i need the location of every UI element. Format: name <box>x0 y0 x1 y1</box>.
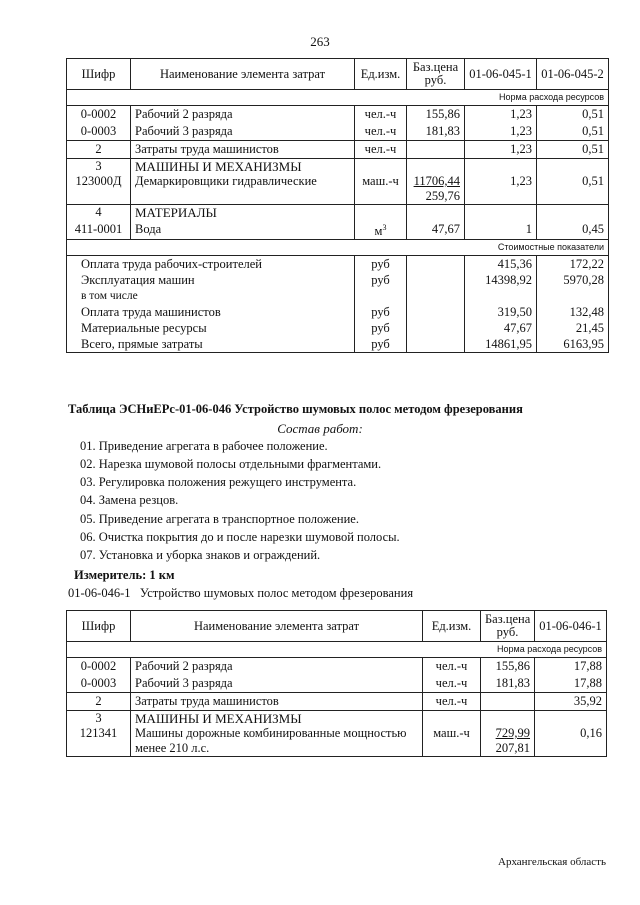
cell-unit: маш.-ч <box>355 174 407 205</box>
cell-code: 3 <box>67 711 131 727</box>
price-value: 11706,44 <box>413 174 460 188</box>
summary-value-2: 132,48 <box>537 304 609 320</box>
cell-value-2: 0,51 <box>537 106 609 124</box>
summary-value-2: 6163,95 <box>537 336 609 353</box>
cell-name: Затраты труда машинистов <box>131 693 423 711</box>
subheader-norms-row <box>67 642 607 658</box>
work-item: 06. Очистка покрытия до и после нарезки шумовой полосы. <box>80 530 400 544</box>
section-row-machines <box>67 711 607 727</box>
section-title: Таблица ЭСНиЕРс-01-06-046 Устройство шумовых полос методом фрезерования <box>68 402 523 416</box>
summary-label: Всего, прямые затраты <box>67 336 355 353</box>
cell-unit: чел.-ч <box>355 106 407 124</box>
summary-row <box>67 272 609 288</box>
subheader-norms: Норма расхода ресурсов <box>67 90 609 106</box>
table-row <box>67 141 609 159</box>
cell-code: 3 <box>67 159 131 175</box>
col-header-045-1: 01-06-045-1 <box>465 59 537 90</box>
cell-value-2: 0,51 <box>537 174 609 205</box>
col-header-code: Шифр <box>67 59 131 90</box>
cell-unit: маш.-ч <box>423 726 481 757</box>
col-header-name: Наименование элемента затрат <box>131 611 423 642</box>
col-header-045-2: 01-06-045-2 <box>537 59 609 90</box>
summary-unit: руб <box>355 304 407 320</box>
section-row-materials <box>67 205 609 221</box>
price-wage-value: 207,81 <box>495 741 530 755</box>
cell-empty <box>465 205 537 221</box>
work-item: 02. Нарезка шумовой полосы отдельными фрагментами. <box>80 457 382 471</box>
summary-label: Оплата труда машинистов <box>67 304 355 320</box>
summary-value-2: 21,45 <box>537 320 609 336</box>
cell-price <box>407 141 465 159</box>
cell-price: 155,86 <box>481 658 535 676</box>
cell-name: Рабочий 3 разряда <box>131 675 423 693</box>
work-item: 07. Установка и уборка знаков и ограждений. <box>80 548 321 562</box>
cell-price <box>481 693 535 711</box>
cell-price: 181,83 <box>481 675 535 693</box>
cell-code: 121341 <box>67 726 131 757</box>
cell-value-1: 1 <box>465 220 537 240</box>
cell-code: 0-0003 <box>67 123 131 141</box>
cell-value-1: 1,23 <box>465 123 537 141</box>
cell-empty <box>481 711 535 727</box>
table-row <box>67 726 607 757</box>
page-number: 263 <box>310 34 330 49</box>
cell-code: 123000Д <box>67 174 131 205</box>
footer-region: Архангельская область <box>498 856 606 868</box>
summary-label: в том числе <box>67 288 355 304</box>
cell-name: Рабочий 2 разряда <box>131 106 355 124</box>
cell-code: 0-0002 <box>67 106 131 124</box>
cell-code: 2 <box>67 693 131 711</box>
cell-price: 181,83 <box>407 123 465 141</box>
col-header-price: Баз.цена руб. <box>481 611 535 642</box>
unit-text: м <box>374 224 383 239</box>
cell-name: Рабочий 3 разряда <box>131 123 355 141</box>
summary-value-1: 47,67 <box>465 320 537 336</box>
summary-label: Эксплуатация машин <box>67 272 355 288</box>
col-header-name: Наименование элемента затрат <box>131 59 355 90</box>
subheader-costs-row <box>67 240 609 256</box>
cell-name: Рабочий 2 разряда <box>131 658 423 676</box>
summary-label: Оплата труда рабочих-строителей <box>67 256 355 273</box>
cell-unit: чел.-ч <box>355 123 407 141</box>
summary-value-1: 14398,92 <box>465 272 537 288</box>
resource-table-01-06-045 <box>66 58 609 353</box>
cell-value-1: 1,23 <box>465 141 537 159</box>
summary-unit <box>355 288 407 304</box>
cell-empty <box>407 205 465 221</box>
item-title: 01-06-046-1 Устройство шумовых полос методом фрезерования <box>68 586 414 600</box>
cell-empty <box>407 272 465 288</box>
cell-name: Вода <box>131 220 355 240</box>
table-row <box>67 220 609 240</box>
cell-value-1: 17,88 <box>535 675 607 693</box>
cell-name: Затраты труда машинистов <box>131 141 355 159</box>
cell-section-title: МАТЕРИАЛЫ <box>131 205 355 221</box>
cell-value-1: 17,88 <box>535 658 607 676</box>
work-item: 05. Приведение агрегата в транспортное положение. <box>80 512 359 526</box>
work-item: 01. Приведение агрегата в рабочее положение. <box>80 439 328 453</box>
summary-row <box>67 288 609 304</box>
work-item: 03. Регулировка положения режущего инструмента. <box>80 475 357 489</box>
col-header-price: Баз.цена руб. <box>407 59 465 90</box>
measure-unit: Измеритель: 1 км <box>74 568 175 582</box>
cell-value-1: 1,23 <box>465 106 537 124</box>
cell-empty <box>407 288 465 304</box>
summary-value-2: 5970,28 <box>537 272 609 288</box>
summary-value-1: 319,50 <box>465 304 537 320</box>
cell-unit: чел.-ч <box>423 658 481 676</box>
cell-value-1: 0,16 <box>535 726 607 757</box>
summary-unit: руб <box>355 256 407 273</box>
cell-value-1: 1,23 <box>465 174 537 205</box>
cell-empty <box>407 304 465 320</box>
col-header-code: Шифр <box>67 611 131 642</box>
name-line-1: Машины дорожные комбинированные мощностью <box>135 726 407 740</box>
cell-unit: чел.-ч <box>423 693 481 711</box>
summary-unit: руб <box>355 336 407 353</box>
cell-price <box>481 726 535 757</box>
cell-section-title: МАШИНЫ И МЕХАНИЗМЫ <box>131 711 423 727</box>
subheader-norms: Норма расхода ресурсов <box>67 642 607 658</box>
cell-empty <box>423 711 481 727</box>
cell-empty <box>465 159 537 175</box>
table-row <box>67 174 609 205</box>
work-item: 04. Замена резцов. <box>80 493 179 507</box>
cell-unit <box>355 220 407 240</box>
cell-price <box>407 174 465 205</box>
cell-empty <box>355 205 407 221</box>
summary-value-1: 14861,95 <box>465 336 537 353</box>
price-value: 729,99 <box>495 726 530 740</box>
summary-value-2: 172,22 <box>537 256 609 273</box>
table-row <box>67 675 607 693</box>
cell-value-2: 0,51 <box>537 141 609 159</box>
cell-empty <box>537 159 609 175</box>
table-row <box>67 693 607 711</box>
cell-code: 0-0002 <box>67 658 131 676</box>
summary-row <box>67 320 609 336</box>
col-header-046-1: 01-06-046-1 <box>535 611 607 642</box>
name-line-2: менее 210 л.с. <box>135 741 210 755</box>
cell-empty <box>537 205 609 221</box>
cell-code: 0-0003 <box>67 675 131 693</box>
cell-code: 2 <box>67 141 131 159</box>
summary-unit: руб <box>355 320 407 336</box>
cell-unit: чел.-ч <box>423 675 481 693</box>
section-row-machines <box>67 159 609 175</box>
composition-heading: Состав работ: <box>277 421 363 436</box>
cell-empty <box>407 320 465 336</box>
resource-table-01-06-046 <box>66 610 607 757</box>
summary-value-1: 415,36 <box>465 256 537 273</box>
subheader-costs: Стоимостные показатели <box>67 240 609 256</box>
table-row <box>67 106 609 124</box>
cell-code: 4 <box>67 205 131 221</box>
summary-row <box>67 256 609 273</box>
cell-unit: чел.-ч <box>355 141 407 159</box>
summary-row-total <box>67 336 609 353</box>
summary-unit: руб <box>355 272 407 288</box>
cell-price: 155,86 <box>407 106 465 124</box>
table-row <box>67 123 609 141</box>
table-row <box>67 658 607 676</box>
col-header-unit: Ед.изм. <box>423 611 481 642</box>
cell-name <box>131 726 423 757</box>
cell-section-title: МАШИНЫ И МЕХАНИЗМЫ <box>131 159 355 175</box>
cell-price: 47,67 <box>407 220 465 240</box>
cell-empty <box>407 336 465 353</box>
cell-empty <box>535 711 607 727</box>
unit-superscript: 3 <box>382 223 387 232</box>
cell-empty <box>355 159 407 175</box>
cell-value-2: 0,51 <box>537 123 609 141</box>
summary-label: Материальные ресурсы <box>67 320 355 336</box>
summary-value-2 <box>537 288 609 304</box>
cell-empty <box>407 159 465 175</box>
cell-empty <box>407 256 465 273</box>
cell-name: Демаркировщики гидравлические <box>131 174 355 205</box>
summary-value-1 <box>465 288 537 304</box>
cell-value-2: 0,45 <box>537 220 609 240</box>
price-wage-value: 259,76 <box>425 189 460 203</box>
table-header-row <box>67 59 609 90</box>
subheader-norms-row <box>67 90 609 106</box>
summary-row <box>67 304 609 320</box>
cell-code: 411-0001 <box>67 220 131 240</box>
cell-value-1: 35,92 <box>535 693 607 711</box>
table-header-row <box>67 611 607 642</box>
col-header-unit: Ед.изм. <box>355 59 407 90</box>
